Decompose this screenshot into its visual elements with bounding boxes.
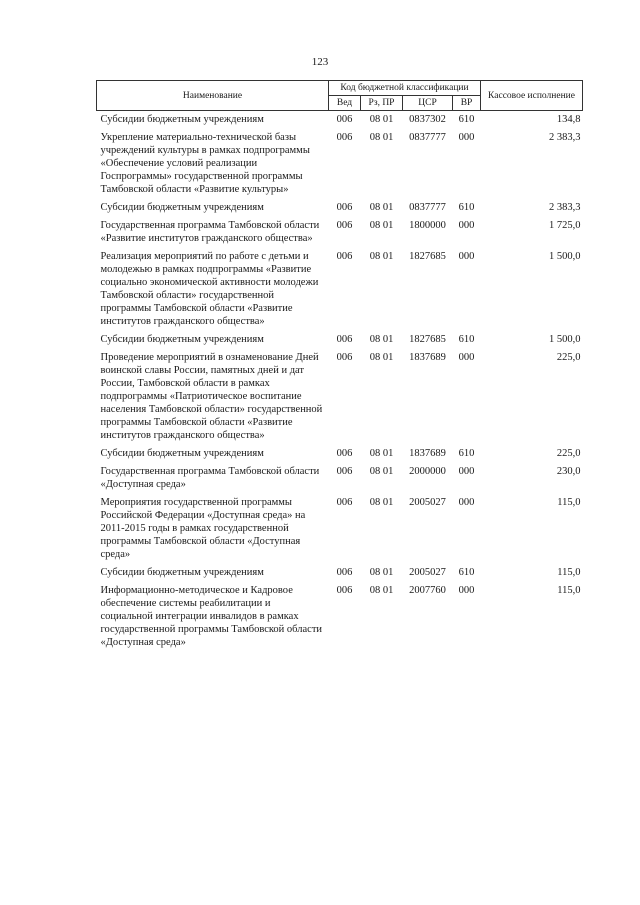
budget-execution-table [96, 80, 583, 652]
row-ved: 006 [336, 567, 353, 578]
row-vr: 000 [458, 497, 475, 508]
row-csr: 0837302 [409, 114, 446, 125]
row-amount: 1 500,0 [549, 334, 581, 345]
row-name: Субсидии бюджетным учреждениям [100, 114, 264, 125]
row-name: Субсидии бюджетным учреждениям [100, 334, 264, 345]
row-name: Субсидии бюджетным учреждениям [100, 567, 264, 578]
row-amount: 2 383,3 [549, 132, 581, 143]
table-row [97, 111, 583, 130]
row-name: Информационно-методическое и Кадровое обеспечение системы реабилитации и социальной интеграции инвалидов в рамках государственной программы Тамбовской области «Доступная среда» [100, 585, 323, 648]
row-rz-pr: 08 01 [369, 114, 394, 125]
header-ved: Вед [329, 96, 361, 111]
row-amount: 115,0 [557, 567, 581, 578]
table-row [97, 331, 583, 349]
table-row [97, 349, 583, 445]
row-amount: 115,0 [557, 585, 581, 596]
row-vr: 610 [458, 202, 475, 213]
header-csr: ЦСР [403, 96, 453, 111]
table-row [97, 248, 583, 331]
row-csr: 1837689 [409, 448, 446, 459]
row-amount: 134,8 [556, 114, 581, 125]
table-header [97, 81, 583, 111]
row-vr: 000 [458, 132, 475, 143]
row-csr: 1827685 [409, 334, 446, 345]
row-rz-pr: 08 01 [369, 202, 394, 213]
row-ved: 006 [336, 202, 353, 213]
row-rz-pr: 08 01 [369, 132, 394, 143]
header-code-group: Код бюджетной классификации [329, 81, 481, 96]
row-rz-pr: 08 01 [369, 466, 394, 477]
row-vr: 000 [458, 585, 475, 596]
row-name: Мероприятия государственной программы Российской Федерации «Доступная среда» на 2011-2015 годы в рамках государственной программы Тамбовской области «Доступная среда» [100, 497, 306, 560]
table-body [97, 111, 583, 653]
row-ved: 006 [336, 448, 353, 459]
header-execution: Кассовое исполнение [481, 81, 583, 111]
row-amount: 225,0 [556, 448, 581, 459]
row-amount: 230,0 [556, 466, 581, 477]
row-ved: 006 [336, 352, 353, 363]
row-amount: 115,0 [557, 497, 581, 508]
row-rz-pr: 08 01 [369, 497, 394, 508]
row-vr: 610 [458, 567, 475, 578]
table-row [97, 445, 583, 463]
row-csr: 1837689 [409, 352, 446, 363]
row-vr: 610 [458, 114, 475, 125]
table-row [97, 129, 583, 199]
row-vr: 610 [458, 334, 475, 345]
row-name: Субсидии бюджетным учреждениям [100, 202, 264, 213]
row-ved: 006 [336, 334, 353, 345]
row-rz-pr: 08 01 [369, 585, 394, 596]
row-vr: 000 [458, 352, 475, 363]
row-vr: 000 [458, 220, 475, 231]
header-name: Наименование [97, 81, 329, 111]
row-amount: 2 383,3 [549, 202, 581, 213]
row-vr: 000 [458, 251, 475, 262]
page-number: 123 [311, 56, 329, 68]
row-name: Укрепление материально-технической базы учреждений культуры в рамках подпрограммы «Обеспечение условий реализации Госпрограммы» государственной программы Тамбовской области «Развитие культуры» [100, 132, 310, 195]
row-rz-pr: 08 01 [369, 448, 394, 459]
table-row [97, 463, 583, 494]
row-ved: 006 [336, 466, 353, 477]
row-csr: 0837777 [409, 202, 446, 213]
row-ved: 006 [336, 114, 353, 125]
row-amount: 1 725,0 [549, 220, 581, 231]
row-ved: 006 [336, 251, 353, 262]
row-csr: 2005027 [409, 567, 446, 578]
table-row [97, 199, 583, 217]
row-amount: 1 500,0 [549, 251, 581, 262]
header-rz-pr: Рз, ПР [361, 96, 403, 111]
row-name: Реализация мероприятий по работе с детьми и молодежью в рамках подпрограммы «Развитие социально экономической активности молодежи Тамбовской области» государственной программы Тамбовской области «Развитие институтов гражданского общества» [100, 251, 319, 327]
row-csr: 0837777 [409, 132, 446, 143]
row-csr: 2007760 [409, 585, 446, 596]
row-amount: 225,0 [556, 352, 581, 363]
table-row [97, 217, 583, 248]
row-rz-pr: 08 01 [369, 352, 394, 363]
row-csr: 2005027 [409, 497, 446, 508]
row-rz-pr: 08 01 [369, 567, 394, 578]
row-csr: 1800000 [409, 220, 446, 231]
row-ved: 006 [336, 585, 353, 596]
row-vr: 610 [458, 448, 475, 459]
row-rz-pr: 08 01 [369, 334, 394, 345]
header-vr: ВР [453, 96, 481, 111]
table-row [97, 564, 583, 582]
table-row [97, 582, 583, 652]
table-row [97, 494, 583, 564]
row-rz-pr: 08 01 [369, 251, 394, 262]
row-ved: 006 [336, 220, 353, 231]
row-name: Субсидии бюджетным учреждениям [100, 448, 264, 459]
row-name: Государственная программа Тамбовской области «Развитие институтов гражданского общества» [100, 220, 320, 244]
row-name: Проведение мероприятий в ознаменование Дней воинской славы России, памятных дней и дат России, Тамбовской области в рамках подпрограммы «Патриотическое воспитание населения Тамбовской области» государственной программы Тамбовской области «Развитие институтов гражданского общества» [100, 352, 323, 441]
row-ved: 006 [336, 497, 353, 508]
row-name: Государственная программа Тамбовской области «Доступная среда» [100, 466, 320, 490]
row-csr: 2000000 [409, 466, 446, 477]
row-rz-pr: 08 01 [369, 220, 394, 231]
row-vr: 000 [458, 466, 475, 477]
row-csr: 1827685 [409, 251, 446, 262]
row-ved: 006 [336, 132, 353, 143]
